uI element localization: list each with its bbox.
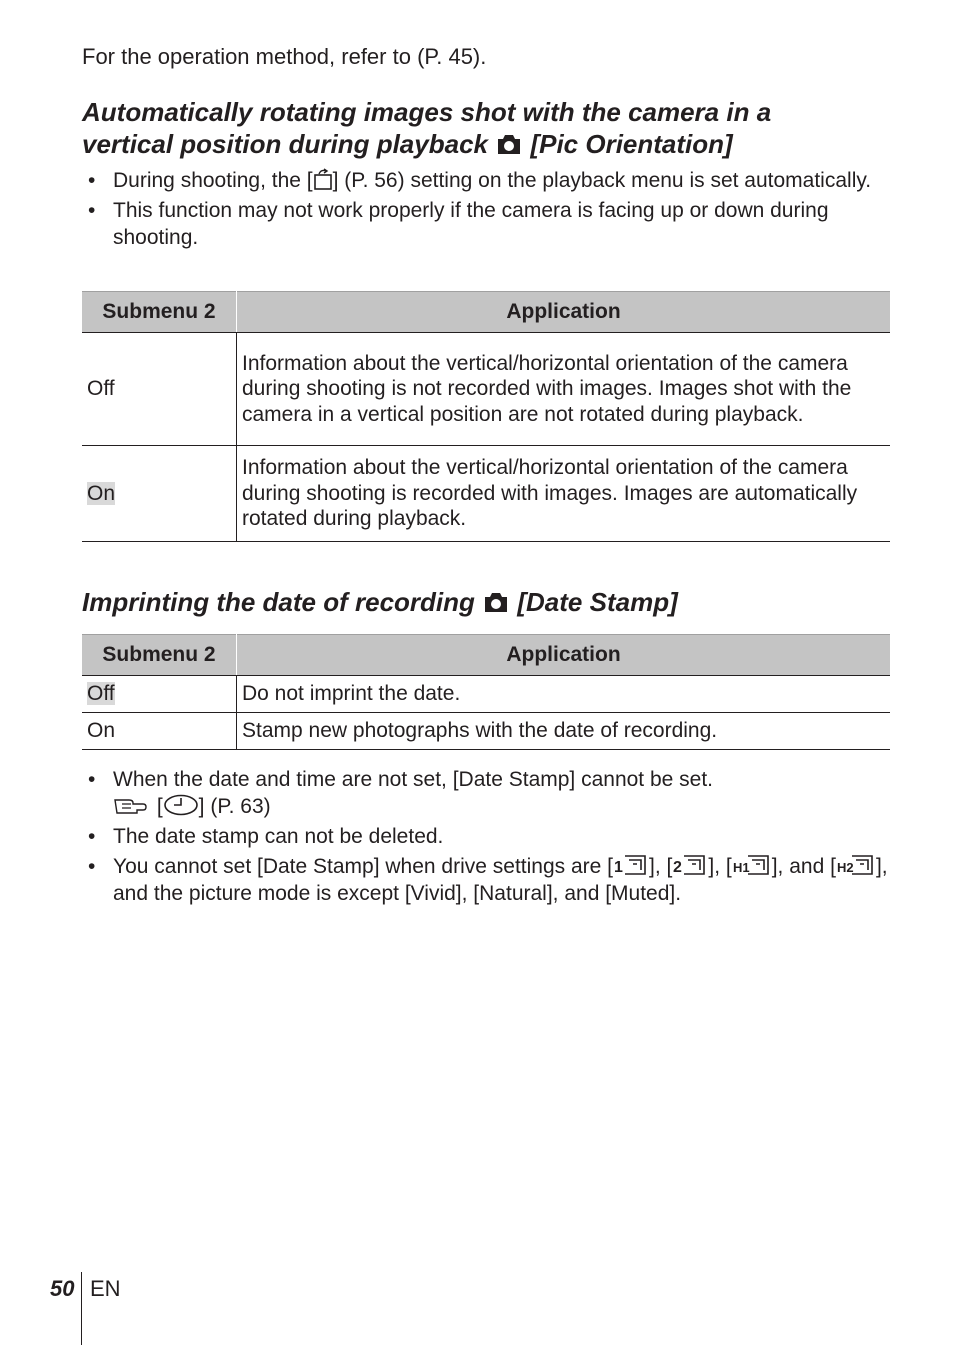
sequential-shooting-icon — [672, 854, 708, 876]
table-header: Submenu 2 — [82, 635, 237, 676]
sequential-shooting-icon — [732, 854, 772, 876]
pic-orientation-table — [82, 291, 890, 542]
heading-line2: vertical position during playback — [82, 129, 488, 159]
bullet-item: • You cannot set [Date Stamp] when drive settings are [ 1 ], [ 2 ], [ H1 ], and [ H2 ], and the picture mode is except [Vivid], [Natural], and [Muted]. — [88, 853, 888, 907]
camera-icon — [495, 132, 523, 156]
language-code: EN — [90, 1276, 121, 1301]
option-description: Information about the vertical/horizontal orientation of the camera during shooting is not recorded with images. Images shot with the camera in a vertical position are not rotated during playback. — [237, 333, 891, 446]
sequential-shooting-icon — [836, 854, 876, 876]
option-label-default: On — [87, 481, 116, 505]
page-number: 50 — [50, 1276, 75, 1301]
section-heading-date-stamp — [82, 586, 882, 618]
bullet-item: • This function may not work properly if the camera is facing up or down during shooting. — [88, 197, 888, 251]
bullet-text: You cannot set [Date Stamp] when drive settings are — [113, 855, 602, 878]
bullet-list-2 — [88, 766, 888, 910]
sequential-shooting-icon — [613, 854, 649, 876]
table-row — [82, 446, 890, 542]
date-stamp-table — [82, 634, 890, 750]
reference-icon — [113, 796, 151, 816]
intro-text: For the operation method, refer to (P. 45). — [82, 44, 487, 69]
bullet-text: When the date and time are not set, [Date Stamp] cannot be set. — [113, 768, 714, 791]
bullet-item: • When the date and time are not set, [Date Stamp] cannot be set. [ ] (P. 63) — [88, 766, 888, 820]
bullet-item — [88, 167, 888, 194]
bullet-list-1 — [88, 167, 888, 254]
bullet-text: and the picture mode is except [Vivid], [Natural], and [Muted]. — [113, 882, 682, 905]
table-row — [82, 713, 890, 750]
table-header: Application — [237, 635, 891, 676]
heading-tag: [Pic Orientation] — [530, 129, 733, 159]
clock-icon — [163, 794, 199, 816]
table-row — [82, 333, 890, 446]
bullet-text: and — [789, 855, 825, 878]
option-description: Stamp new photographs with the date of recording. — [237, 713, 891, 750]
bullet-text: (P. 63) — [210, 795, 271, 818]
table-header: Submenu 2 — [82, 292, 237, 333]
bullet-text: During shooting, the [ — [113, 169, 313, 192]
heading-text: Imprinting the date of recording — [82, 587, 475, 617]
option-label-default: Off — [87, 682, 115, 706]
svg-text:H2: H2 — [836, 860, 854, 875]
footer-divider — [81, 1272, 82, 1345]
heading-line1: Automatically rotating images shot with the camera in a — [82, 97, 772, 127]
rotate-icon — [313, 168, 333, 190]
bullet-text: ] (P. 56) setting on the playback menu is set automatically. — [332, 169, 872, 192]
table-header: Application — [237, 292, 891, 333]
option-description: Information about the vertical/horizontal orientation of the camera during shooting is recorded with images. Images are automatically rotated during playback. — [237, 446, 891, 542]
camera-icon — [482, 590, 510, 614]
table-row — [82, 676, 890, 713]
option-label: Off — [87, 377, 115, 401]
section-heading-pic-orientation — [82, 96, 882, 160]
svg-text:2: 2 — [673, 859, 683, 876]
option-label: On — [87, 719, 116, 743]
svg-text:1: 1 — [614, 859, 623, 876]
option-description: Do not imprint the date. — [237, 676, 891, 713]
bullet-item: • The date stamp can not be deleted. — [88, 823, 888, 850]
heading-tag: [Date Stamp] — [517, 587, 678, 617]
svg-text:H1: H1 — [732, 860, 750, 875]
